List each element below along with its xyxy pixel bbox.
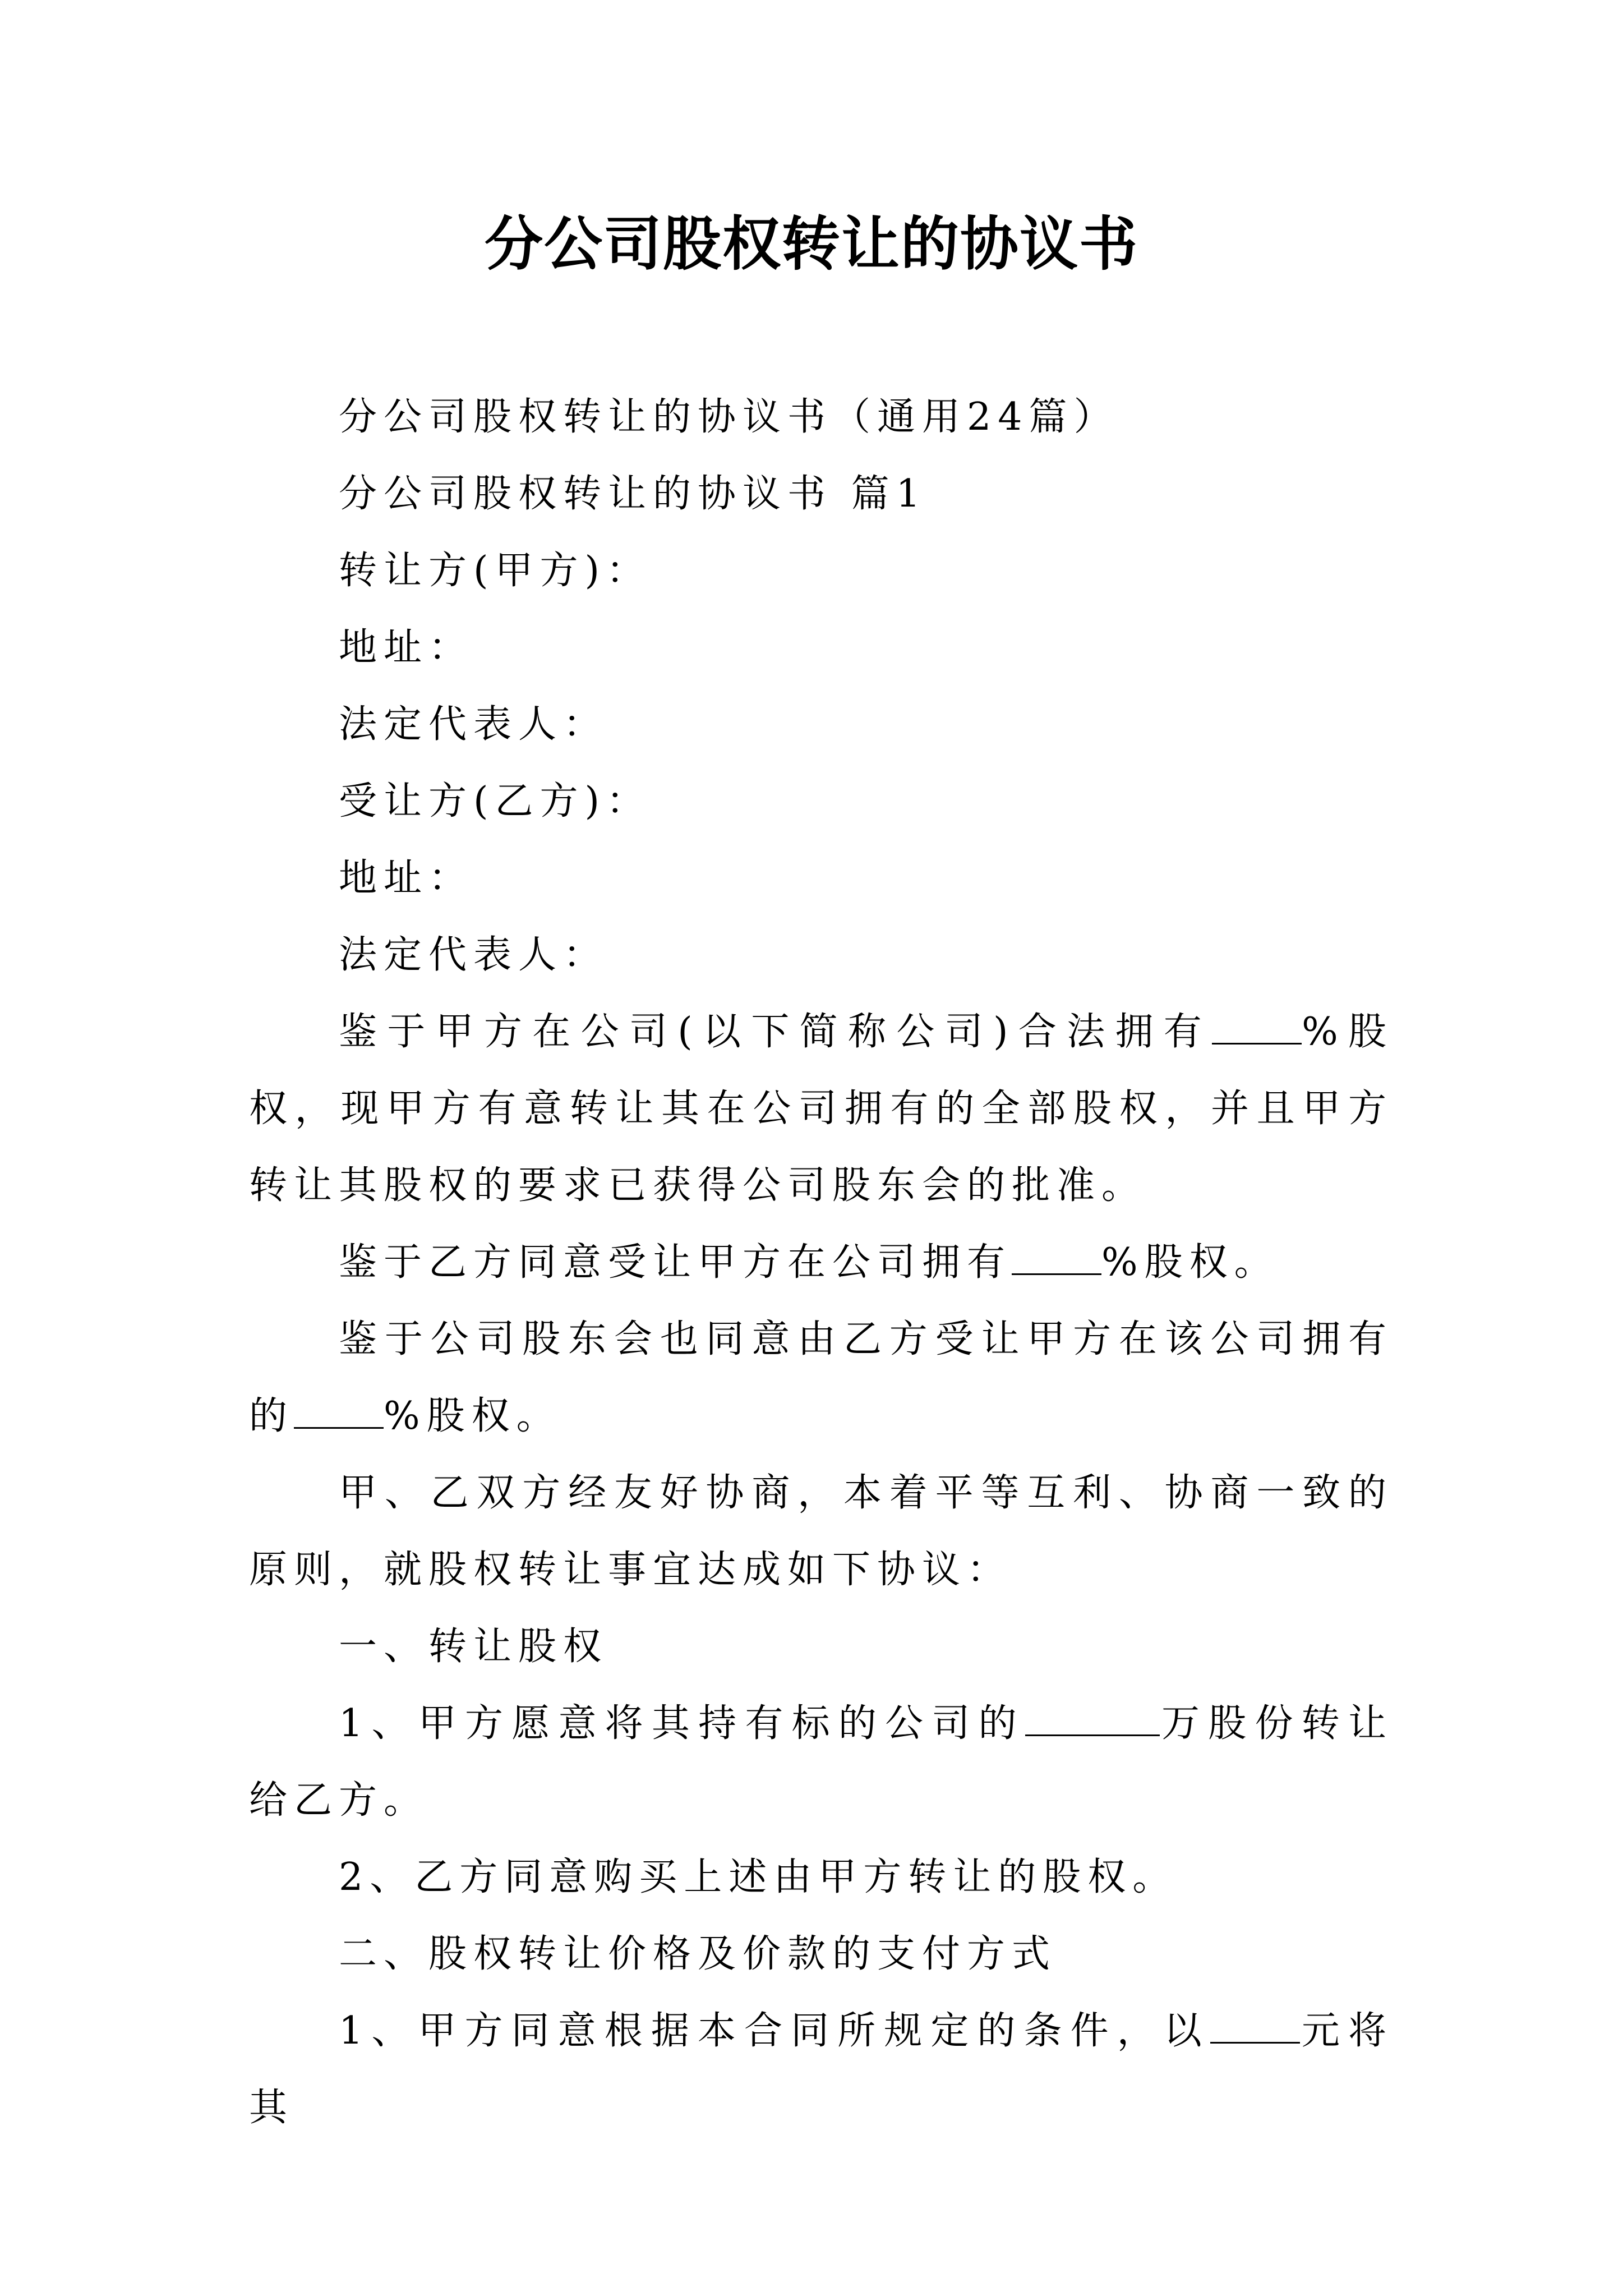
fill-in-blank — [294, 1391, 384, 1429]
paragraph-whereas-shareholders — [249, 1301, 1393, 1455]
fill-in-blank — [1210, 2005, 1300, 2044]
paragraph-transferor: 转让方(甲方)： — [339, 549, 652, 593]
text-segment: 万股份转让给乙方。 — [249, 1701, 1393, 1823]
fill-in-blank — [1012, 1237, 1101, 1275]
paragraph-whereas-party-b — [249, 1224, 1393, 1301]
document-body — [249, 379, 1393, 2146]
paragraph-transferor-representative: 法定代表人： — [339, 702, 608, 747]
paragraph-clause-1-2: 2、乙方同意购买上述由甲方转让的股权。 — [339, 1855, 1178, 1899]
text-segment: %股权。 — [384, 1394, 561, 1438]
text-segment: 元将其 — [249, 2009, 1393, 2130]
paragraph-transferor-address: 地址： — [339, 625, 474, 670]
text-segment: 鉴于甲方在公司(以下简称公司)合法拥有 — [339, 1010, 1212, 1054]
text-segment: %股权，现甲方有意转让其在公司拥有的全部股权，并且甲方转让其股权的要求已获得公司股东会的批准。 — [249, 1010, 1393, 1208]
paragraph-transferee-address: 地址： — [339, 856, 474, 900]
paragraph-section-heading: 分公司股权转让的协议书 篇1 — [339, 472, 927, 516]
text-segment: 1、甲方愿意将其持有标的公司的 — [339, 1701, 1025, 1746]
document-title: 分公司股权转让的协议书 — [484, 209, 1138, 278]
paragraph-subtitle: 分公司股权转让的协议书（通用24篇） — [339, 395, 1119, 439]
fill-in-blank — [1025, 1698, 1160, 1736]
paragraph-clause-1-1 — [249, 1685, 1393, 1839]
text-segment: 鉴于公司股东会也同意由乙方受让甲方在该公司拥有的 — [249, 1317, 1393, 1438]
paragraph-heading-price: 二、股权转让价格及价款的支付方式 — [339, 1932, 1057, 1976]
paragraph-whereas-party-a — [249, 993, 1393, 1224]
paragraph-transferee: 受让方(乙方)： — [339, 779, 652, 823]
text-segment: 1、甲方同意根据本合同所规定的条件，以 — [339, 2009, 1210, 2053]
paragraph-agreement-intro: 甲、乙双方经友好协商，本着平等互利、协商一致的原则，就股权转让事宜达成如下协议： — [249, 1471, 1393, 1592]
text-segment: 鉴于乙方同意受让甲方在公司拥有 — [339, 1240, 1012, 1285]
paragraph-heading-transfer: 一、转让股权 — [339, 1625, 608, 1669]
paragraph-transferee-representative: 法定代表人： — [339, 933, 608, 977]
fill-in-blank — [1212, 1006, 1302, 1045]
paragraph-clause-2-1 — [249, 1993, 1393, 2146]
text-segment: %股权。 — [1101, 1240, 1279, 1285]
